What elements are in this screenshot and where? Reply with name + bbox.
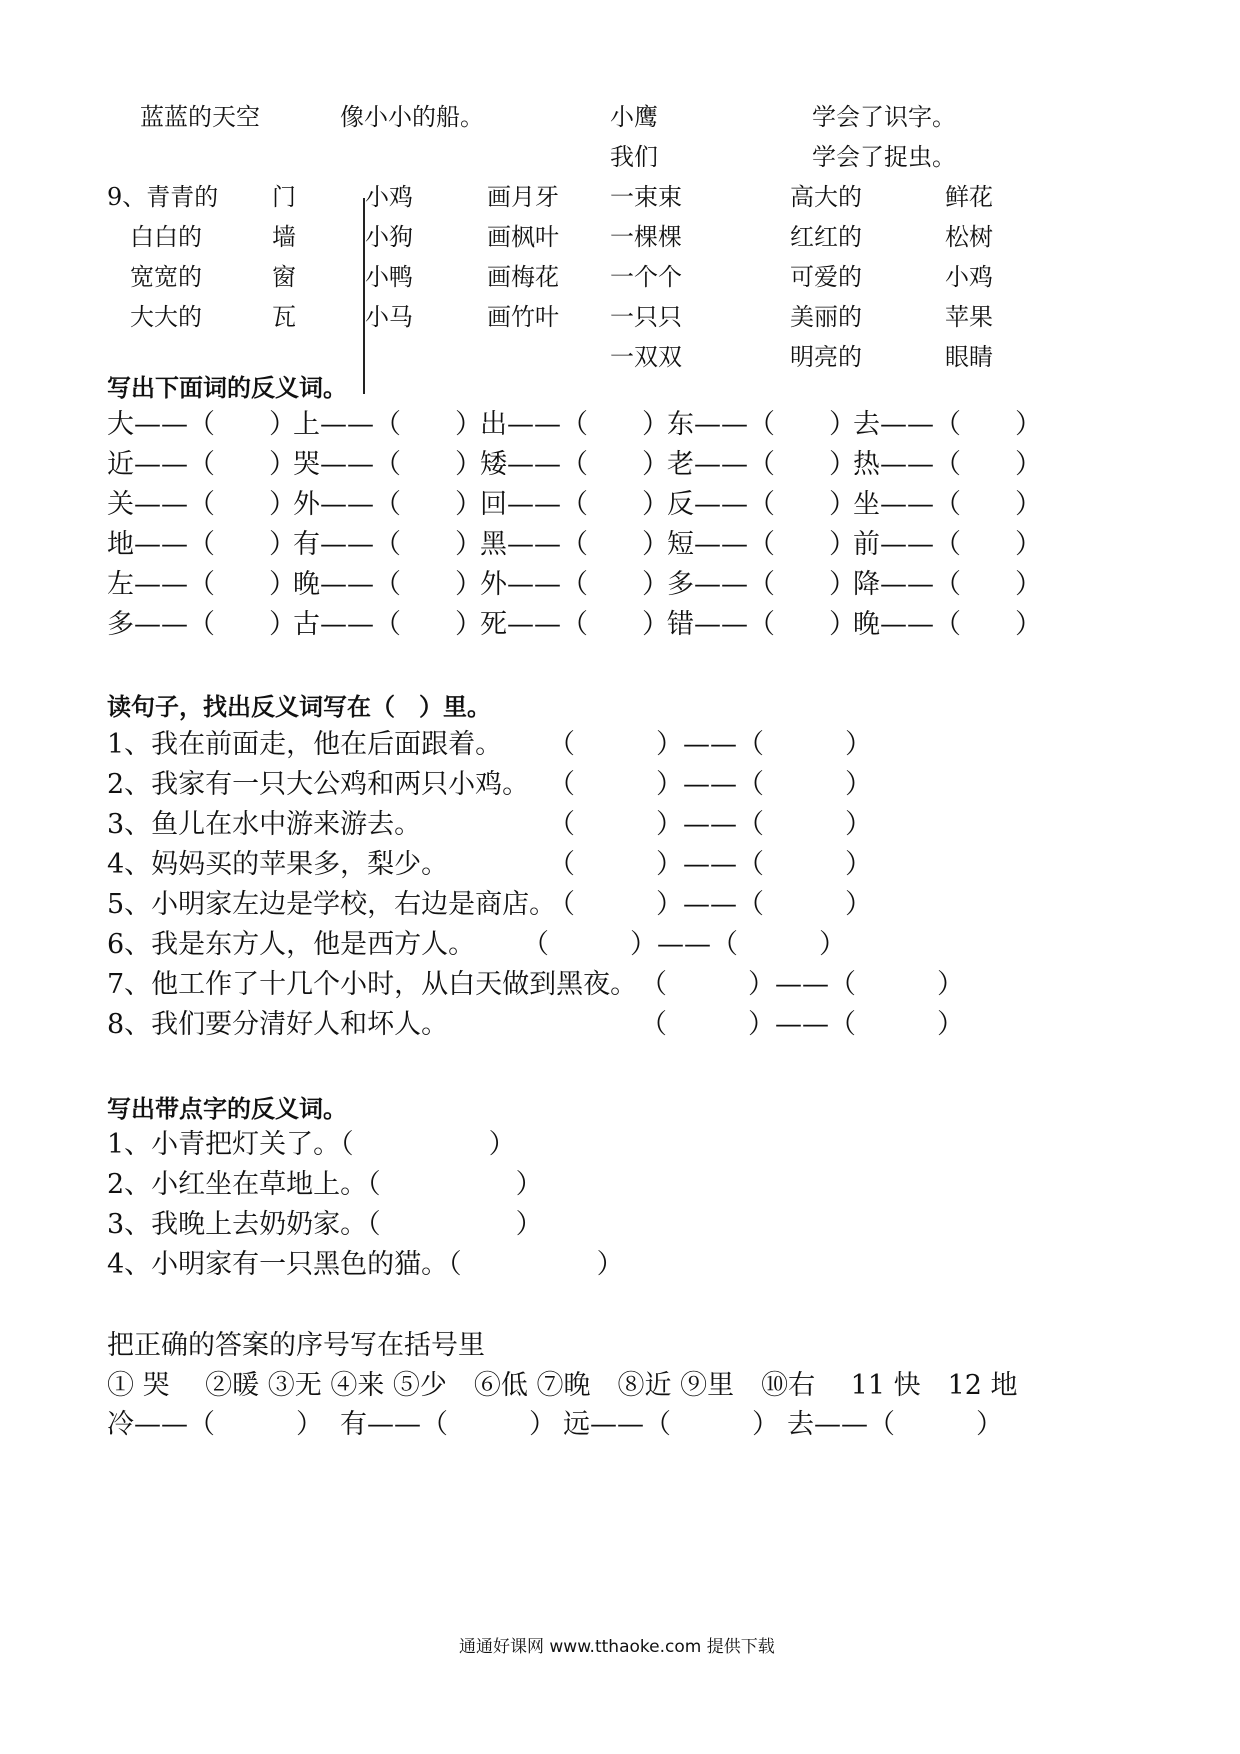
dotted-title: 写出带点字的反义词。 [107,1095,347,1123]
antonym-item: 左——（ ） [107,569,296,600]
top-word-4: 学会了识字。 [812,103,956,131]
antonym-item: 坐——（ ） [853,489,1042,520]
top-word-2: 像小小的船。 [340,103,484,131]
dotted-item[interactable]: 4、小明家有一只黑色的猫。（ ） [107,1249,624,1280]
q9-cell: 明亮的 [790,343,862,371]
antonym-item: 反——（ ） [667,489,856,520]
sentence-text: 1、我在前面走，他在后面跟着。 [107,729,503,760]
antonym-item: 东——（ ） [667,409,856,440]
q9-cell: 眼睛 [945,343,993,371]
antonym-item: 回——（ ） [480,489,669,520]
sentence-blank[interactable]: （ ）——（ ） [548,809,872,840]
q9-cell: 大大的 [130,303,202,331]
dotted-item[interactable]: 1、小青把灯关了。（ ） [107,1129,516,1160]
q9-cell: 美丽的 [790,303,862,331]
footer-source: 通通好课网 www.tthaoke.com 提供下载 [459,1637,775,1657]
sentence-text: 2、我家有一只大公鸡和两只小鸡。 [107,769,530,800]
sentence-text: 6、我是东方人，他是西方人。 [107,929,476,960]
sentence-blank[interactable]: （ ）——（ ） [548,769,872,800]
q9-cell: 瓦 [272,303,296,331]
antonym-item: 近——（ ） [107,449,296,480]
sentence-blank[interactable]: （ ）——（ ） [548,729,872,760]
antonym-item: 外——（ ） [293,489,482,520]
q9-cell: 一个个 [610,263,682,291]
antonym-item: 多——（ ） [667,569,856,600]
top-word-5: 我们 [610,143,658,171]
antonym-item: 前——（ ） [853,529,1042,560]
sentence-text: 5、小明家左边是学校，右边是商店。 [107,889,557,920]
top-word-1: 蓝蓝的天空 [140,103,260,131]
sentences-title: 读句子，找出反义词写在（ ）里。 [107,693,491,721]
antonym-item: 热——（ ） [853,449,1042,480]
q9-cell: 红红的 [790,223,862,251]
q9-cell: 小鸡 [365,183,413,211]
sentence-text: 3、鱼儿在水中游来游去。 [107,809,422,840]
antonym-item: 去——（ ） [853,409,1042,440]
q9-cell: 画月牙 [487,183,559,211]
q9-cell: 一只只 [610,303,682,331]
antonym-item: 有——（ ） [293,529,482,560]
top-word-6: 学会了捉虫。 [812,143,956,171]
sentence-text: 8、我们要分清好人和坏人。 [107,1009,449,1040]
q9-cell: 画竹叶 [487,303,559,331]
q9-cell: 门 [272,183,296,211]
sentence-blank[interactable]: （ ）——（ ） [548,849,872,880]
q9-cell: 宽宽的 [130,263,202,291]
sentence-blank[interactable]: （ ）——（ ） [522,929,846,960]
antonym-item: 上——（ ） [293,409,482,440]
q9-cell: 画枫叶 [487,223,559,251]
antonyms-title: 写出下面词的反义词。 [107,374,347,402]
antonym-item: 大——（ ） [107,409,296,440]
sentence-blank[interactable]: （ ）——（ ） [548,889,872,920]
antonym-item: 晚——（ ） [853,609,1042,640]
q9-cell: 一棵棵 [610,223,682,251]
antonym-item: 哭——（ ） [293,449,482,480]
q9-cell: 窗 [272,263,296,291]
sentence-text: 4、妈妈买的苹果多，梨少。 [107,849,449,880]
choice-options: ① 哭 ②暖 ③无 ④来 ⑤少 ⑥低 ⑦晚 ⑧近 ⑨里 ⑩右 11 快 12 地 [107,1370,1018,1401]
q9-cell: 小鸭 [365,263,413,291]
dotted-item[interactable]: 3、我晚上去奶奶家。（ ） [107,1209,543,1240]
sentence-blank[interactable]: （ ）——（ ） [640,969,964,1000]
top-word-3: 小鹰 [610,103,658,131]
antonym-item: 地——（ ） [107,529,296,560]
q9-cell: 可爱的 [790,263,862,291]
antonym-item: 外——（ ） [480,569,669,600]
sentence-blank[interactable]: （ ）——（ ） [640,1009,964,1040]
sentence-text: 7、他工作了十几个小时，从白天做到黑夜。 [107,969,638,1000]
dotted-item[interactable]: 2、小红坐在草地上。（ ） [107,1169,543,1200]
choice-blank[interactable]: 冷——（ ） [107,1409,323,1440]
q9-cell: 松树 [945,223,993,251]
choice-blank[interactable]: 远——（ ） [563,1409,779,1440]
antonym-item: 黑——（ ） [480,529,669,560]
antonym-item: 古——（ ） [293,609,482,640]
choice-blank[interactable]: 去——（ ） [787,1409,1003,1440]
q9-cell: 小马 [365,303,413,331]
q9-cell: 小鸡 [945,263,993,291]
q9-cell: 墙 [272,223,296,251]
antonym-item: 多——（ ） [107,609,296,640]
q9-cell: 小狗 [365,223,413,251]
antonym-item: 错——（ ） [667,609,856,640]
q9-cell: 画梅花 [487,263,559,291]
antonym-item: 出——（ ） [480,409,669,440]
q9-cell: 一双双 [610,343,682,371]
antonym-item: 降——（ ） [853,569,1042,600]
antonym-item: 短——（ ） [667,529,856,560]
q9-cell: 苹果 [945,303,993,331]
antonym-item: 老——（ ） [667,449,856,480]
choice-title: 把正确的答案的序号写在括号里 [107,1330,485,1361]
q9-cell: 高大的 [790,183,862,211]
antonym-item: 矮——（ ） [480,449,669,480]
antonym-item: 晚——（ ） [293,569,482,600]
q9-cell: 白白的 [130,223,202,251]
antonym-item: 关——（ ） [107,489,296,520]
choice-blank[interactable]: 有——（ ） [340,1409,556,1440]
q9-cell: 鲜花 [945,183,993,211]
q9-cell: 一束束 [610,183,682,211]
q9-cell: 9、青青的 [107,183,219,211]
antonym-item: 死——（ ） [480,609,669,640]
